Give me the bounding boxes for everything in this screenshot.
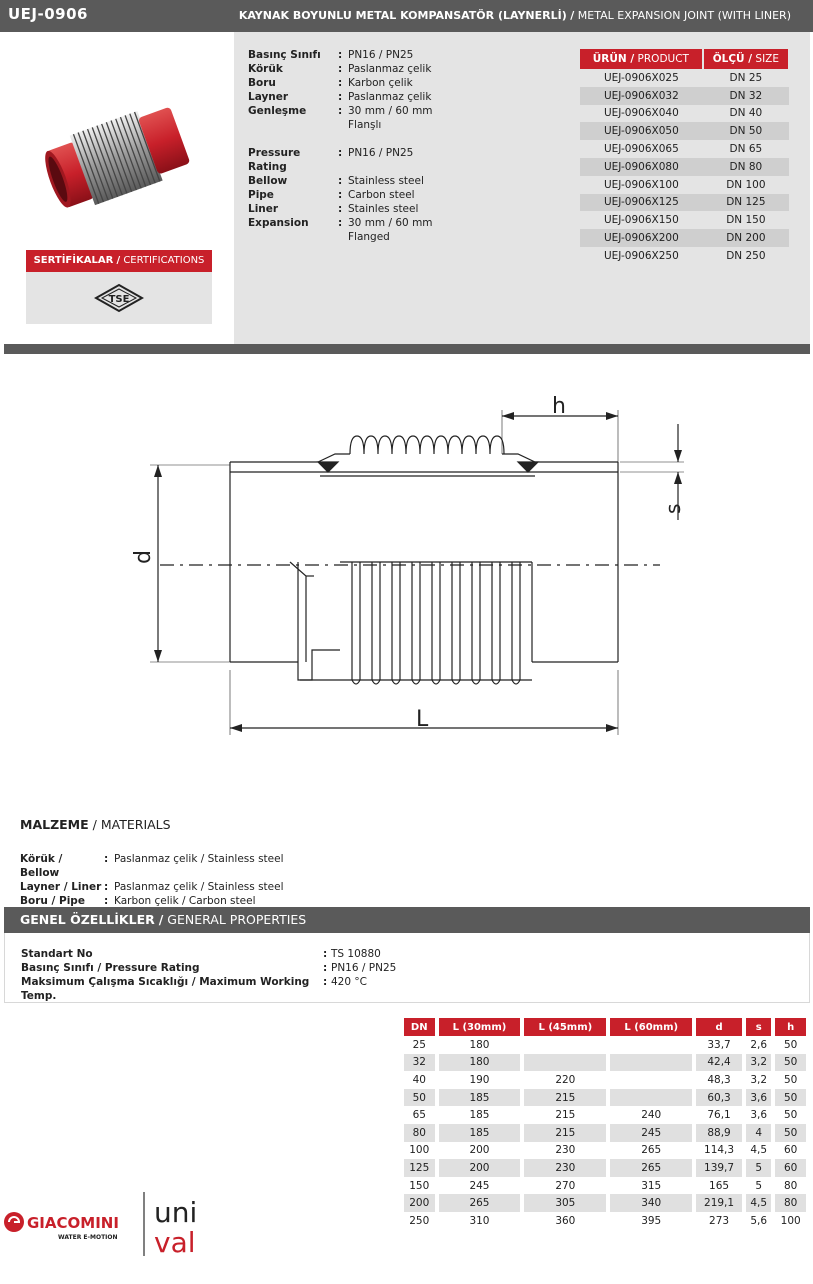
spec-row: Flanged: [348, 231, 390, 243]
table-cell: 5: [746, 1159, 771, 1177]
table-row: [404, 1142, 806, 1160]
table-cell: [610, 1089, 692, 1107]
table-cell: 3,2: [746, 1054, 771, 1072]
table-cell: 230: [555, 1144, 576, 1157]
table-row: [404, 1159, 806, 1177]
table-cell: 5: [755, 1179, 763, 1192]
table-cell: 150: [409, 1179, 430, 1192]
dimension-h-label: h: [552, 394, 566, 419]
table-cell: 265: [439, 1194, 521, 1212]
tse-logo-text: TSE: [108, 294, 130, 305]
table-cell: 200: [404, 1194, 435, 1212]
technical-drawing: [100, 380, 720, 750]
column-header: d: [696, 1018, 742, 1036]
table-row: [404, 1177, 806, 1195]
spec-row: Boru : Karbon çelik: [248, 77, 413, 89]
general-properties-list: [21, 947, 396, 1003]
size-header: ÖLÇÜ / SIZE: [703, 49, 789, 69]
table-cell: 185: [439, 1089, 521, 1107]
table-cell: [610, 1054, 692, 1072]
table-cell: 245: [610, 1124, 692, 1142]
spec-row: Genleşme : 30 mm / 60 mm: [248, 105, 433, 117]
table-cell: 273: [709, 1214, 730, 1227]
table-row: UEJ-0906X025 DN 25: [603, 71, 763, 84]
spec-row: Flanşlı: [348, 119, 382, 131]
table-row: UEJ-0906X032 DN 32: [580, 87, 789, 105]
table-cell: 60,3: [696, 1089, 742, 1107]
spec-row: Liner : Stainles steel: [248, 203, 419, 215]
product-title: [239, 9, 791, 22]
expansion-joint-image: [44, 92, 194, 222]
table-cell: 5,6: [750, 1214, 768, 1227]
table-cell: 80: [775, 1194, 806, 1212]
top-panel: [4, 32, 810, 344]
tse-logo-icon: [94, 283, 144, 313]
table-cell: 3,6: [750, 1109, 768, 1122]
table-cell: 50: [775, 1124, 806, 1142]
table-cell: 60: [784, 1144, 798, 1157]
table-row: [404, 1036, 806, 1054]
product-size-table: [580, 49, 790, 265]
product-image-panel: [4, 32, 234, 344]
table-cell: 215: [524, 1124, 606, 1142]
table-cell: 360: [555, 1214, 576, 1227]
table-row: [404, 1054, 806, 1072]
table-cell: 33,7: [707, 1038, 731, 1051]
table-cell: 310: [469, 1214, 490, 1227]
table-cell: 165: [709, 1179, 730, 1192]
list-item: Boru / Pipe : Karbon çelik / Carbon steel: [20, 895, 256, 907]
spec-row: Körük : Paslanmaz çelik: [248, 63, 432, 75]
general-properties-box: [4, 933, 810, 1003]
table-row: [404, 1106, 806, 1124]
table-cell: 215: [524, 1089, 606, 1107]
specs-en-list: [248, 146, 448, 244]
table-cell: 230: [524, 1159, 606, 1177]
table-cell: 40: [412, 1073, 426, 1086]
table-cell: 3,2: [750, 1073, 768, 1086]
table-cell: 60: [775, 1159, 806, 1177]
table-cell: 240: [641, 1109, 662, 1122]
table-cell: 50: [404, 1089, 435, 1107]
dimension-d-label: d: [131, 550, 156, 564]
table-cell: 42,4: [696, 1054, 742, 1072]
list-item: Körük / Bellow : Paslanmaz çelik / Stainless steel: [20, 853, 284, 879]
dimension-L-label: L: [416, 707, 429, 732]
table-cell: 265: [641, 1144, 662, 1157]
table-cell: 185: [439, 1124, 521, 1142]
table-cell: 185: [469, 1109, 490, 1122]
giacomini-logo-text: GIACOMINI: [27, 1214, 119, 1232]
table-cell: [524, 1054, 606, 1072]
table-row: UEJ-0906X050 DN 50: [580, 122, 789, 140]
table-cell: 100: [409, 1144, 430, 1157]
materials-list: [20, 852, 284, 908]
column-header: L (45mm): [524, 1018, 606, 1036]
table-cell: 220: [555, 1073, 576, 1086]
table-cell: 265: [610, 1159, 692, 1177]
table-cell: 4,5: [750, 1144, 768, 1157]
table-cell: 250: [409, 1214, 430, 1227]
column-header: DN: [404, 1018, 435, 1036]
table-cell: 80: [784, 1179, 798, 1192]
column-header: h: [775, 1018, 806, 1036]
table-row: [404, 1194, 806, 1212]
table-cell: 50: [784, 1073, 798, 1086]
column-header: L (60mm): [610, 1018, 692, 1036]
table-row: UEJ-0906X080 DN 80: [580, 158, 789, 176]
table-cell: 125: [404, 1159, 435, 1177]
product-header: ÜRÜN / PRODUCT: [580, 49, 703, 69]
table-cell: [610, 1036, 692, 1054]
table-cell: 50: [775, 1089, 806, 1107]
table-cell: [610, 1071, 692, 1089]
table-cell: 88,9: [696, 1124, 742, 1142]
dimension-s-label: s: [661, 503, 685, 514]
column-header: L (30mm): [439, 1018, 521, 1036]
table-cell: 180: [439, 1054, 521, 1072]
table-cell: [524, 1036, 606, 1054]
spec-row: Pressure Rating : PN16 / PN25: [248, 147, 414, 173]
table-row: UEJ-0906X125 DN 125: [580, 194, 789, 212]
table-cell: 270: [555, 1179, 576, 1192]
specs-panel: [234, 32, 810, 344]
table-cell: 190: [469, 1073, 490, 1086]
table-cell: 215: [555, 1109, 576, 1122]
table-cell: 50: [775, 1054, 806, 1072]
table-cell: 200: [469, 1144, 490, 1157]
table-row: [404, 1124, 806, 1142]
dimension-table: [400, 1018, 810, 1230]
product-code: UEJ-0906: [8, 5, 88, 23]
spec-row: Expansion : 30 mm / 60 mm: [248, 217, 433, 229]
table-cell: 65: [412, 1109, 426, 1122]
table-row: UEJ-0906X150 DN 150: [603, 214, 766, 227]
table-cell: 80: [404, 1124, 435, 1142]
table-cell: 305: [524, 1194, 606, 1212]
table-cell: 200: [439, 1159, 521, 1177]
table-cell: 4,5: [746, 1194, 771, 1212]
spec-row: Basınç Sınıfı : PN16 / PN25: [248, 49, 414, 61]
column-header: s: [746, 1018, 771, 1036]
spec-row: Pipe : Carbon steel: [248, 189, 415, 201]
list-item: Basınç Sınıfı / Pressure Rating : PN16 / PN25: [21, 962, 397, 974]
table-row: UEJ-0906X040 DN 40: [603, 107, 763, 120]
table-cell: 180: [469, 1038, 490, 1051]
materials-title: MALZEME / MATERIALS: [20, 817, 171, 832]
list-item: Standart No : TS 10880: [21, 948, 381, 960]
title-en: METAL EXPANSION JOINT (WITH LINER): [577, 9, 791, 22]
table-cell: 25: [412, 1038, 426, 1051]
certifications-box: [26, 272, 212, 324]
table-row: UEJ-0906X065 DN 65: [603, 143, 763, 156]
header-bar: [0, 0, 813, 32]
spec-row: Layner : Paslanmaz çelik: [248, 91, 432, 103]
section-divider: [4, 344, 810, 354]
table-cell: 395: [641, 1214, 662, 1227]
certifications-title: SERTİFİKALAR / CERTIFICATIONS: [26, 250, 212, 272]
table-cell: 32: [404, 1054, 435, 1072]
title-tr: KAYNAK BOYUNLU METAL KOMPANSATÖR (LAYNERLİ): [238, 9, 567, 22]
specs-tr-list: [248, 48, 448, 132]
table-cell: 315: [641, 1179, 662, 1192]
table-cell: 4: [746, 1124, 771, 1142]
table-cell: 340: [610, 1194, 692, 1212]
unival-logo-top: uni: [154, 1196, 198, 1229]
table-cell: 245: [469, 1179, 490, 1192]
table-row: UEJ-0906X100 DN 100: [603, 178, 766, 191]
table-row: [404, 1212, 806, 1230]
table-row: UEJ-0906X250 DN 250: [603, 249, 766, 262]
table-cell: 114,3: [704, 1144, 735, 1157]
table-cell: 76,1: [707, 1109, 731, 1122]
table-row: [404, 1071, 806, 1089]
list-item: Layner / Liner : Paslanmaz çelik / Stainless steel: [20, 881, 284, 893]
table-cell: 50: [784, 1109, 798, 1122]
table-cell: 48,3: [707, 1073, 731, 1086]
unival-logo-bottom: val: [154, 1226, 196, 1258]
table-cell: 50: [784, 1038, 798, 1051]
title-separator: /: [570, 9, 575, 22]
table-cell: 3,6: [746, 1089, 771, 1107]
table-cell: 139,7: [696, 1159, 742, 1177]
table-cell: 219,1: [696, 1194, 742, 1212]
general-properties-title: GENEL ÖZELLİKLER / GENERAL PROPERTIES: [4, 907, 810, 933]
list-item: Maksimum Çalışma Sıcaklığı / Maximum Working Temp. : 420 °C: [21, 976, 367, 1002]
table-row: [404, 1089, 806, 1107]
brand-logos: [0, 1188, 240, 1258]
table-cell: 100: [780, 1214, 801, 1227]
table-cell: 2,6: [750, 1038, 768, 1051]
spec-row: Bellow : Stainless steel: [248, 175, 424, 187]
table-row: UEJ-0906X200 DN 200: [580, 229, 789, 247]
giacomini-tagline: WATER E-MOTION: [58, 1234, 118, 1241]
